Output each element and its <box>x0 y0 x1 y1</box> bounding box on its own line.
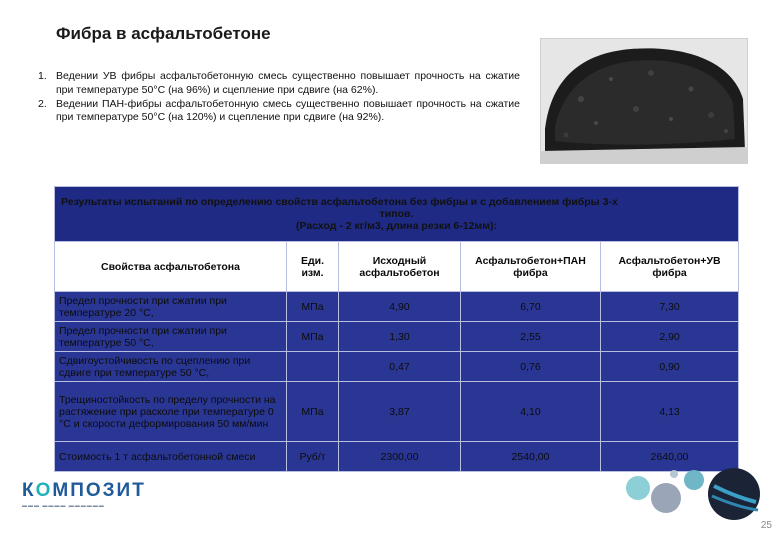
property-cell: Трещиностойкость по пределу прочности на растяжение при расколе при температуре 0 °С и скорости деформирования 50 мм/мин <box>55 382 287 442</box>
unit-cell: МПа <box>287 292 339 322</box>
property-cell: Предел прочности при сжатии при температуре 50 °С, <box>55 322 287 352</box>
base-value-cell: 1,30 <box>339 322 461 352</box>
base-value-cell: 0,47 <box>339 352 461 382</box>
property-cell: Стоимость 1 т асфальтобетонной смеси <box>55 442 287 472</box>
logo-tagline-decoration: ▬▬▬ ▬▬▬▬ ▬▬▬▬▬▬ <box>22 503 105 509</box>
table-row <box>55 292 739 322</box>
base-value-cell: 2300,00 <box>339 442 461 472</box>
list-item <box>38 98 520 126</box>
column-header: Свойства асфальтобетона <box>55 242 287 292</box>
list-text: Ведении УВ фибры асфальтобетонную смесь существенно повышает прочность на сжатие при температуре 50°С (на 96%) и сцепление при сдвиге (на 62%). <box>56 70 520 96</box>
caption-line: Результаты испытаний по определению свойств асфальтобетона без фибры и с добавлением фибры 3-х <box>61 196 618 208</box>
unit-cell: МПа <box>287 322 339 352</box>
pan-value-cell: 2540,00 <box>461 442 601 472</box>
findings-list <box>38 70 520 125</box>
base-value-cell: 3,87 <box>339 382 461 442</box>
base-value-cell: 4,90 <box>339 292 461 322</box>
caption-line: типов. <box>379 208 414 220</box>
results-table <box>54 186 738 466</box>
list-number: 2. <box>38 97 47 110</box>
unit-cell <box>287 352 339 382</box>
table-row <box>55 442 739 472</box>
table-row <box>55 352 739 382</box>
unit-cell: МПа <box>287 382 339 442</box>
property-cell: Сдвигоустойчивость по сцеплению при сдвиге при температуре 50 °С, <box>55 352 287 382</box>
list-item <box>38 70 520 98</box>
logo-letters: МПОЗИТ <box>52 480 146 501</box>
fiber-asphalt-photo <box>540 38 748 164</box>
pan-value-cell: 6,70 <box>461 292 601 322</box>
slide-title: Фибра в асфальтобетоне <box>56 24 271 43</box>
uv-value-cell: 2640,00 <box>601 442 739 472</box>
property-cell: Предел прочности при сжатии при температуре 20 °С, <box>55 292 287 322</box>
pan-value-cell: 0,76 <box>461 352 601 382</box>
list-text: Ведении ПАН-фибры асфальтобетонную смесь существенно повышает прочность на сжатие при температуре 50°С (на 120%) и сцепление при сдвиге (на 92%). <box>56 97 520 124</box>
company-logo <box>22 480 146 509</box>
logo-letter-accent: О <box>35 480 53 501</box>
uv-value-cell: 0,90 <box>601 352 739 382</box>
pan-value-cell: 2,55 <box>461 322 601 352</box>
logo-letter: К <box>22 480 36 501</box>
page-number: 25 <box>760 520 772 531</box>
column-header: Исходный асфальтобетон <box>339 242 461 292</box>
caption-line: (Расход - 2 кг/м3, длина резки 6-12мм): <box>296 220 498 232</box>
column-header: Еди. изм. <box>287 242 339 292</box>
list-number: 1. <box>38 70 47 82</box>
unit-cell: Руб/т <box>287 442 339 472</box>
uv-value-cell: 2,90 <box>601 322 739 352</box>
table-row <box>55 382 739 442</box>
pan-value-cell: 4,10 <box>461 382 601 442</box>
asphalt-pile-image <box>541 39 747 163</box>
table-row <box>55 322 739 352</box>
table-caption <box>55 187 739 242</box>
column-header: Асфальтобетон+ПАН фибра <box>461 242 601 292</box>
column-header: Асфальтобетон+УВ фибра <box>601 242 739 292</box>
decorative-circles-graphic <box>622 468 772 524</box>
uv-value-cell: 4,13 <box>601 382 739 442</box>
uv-value-cell: 7,30 <box>601 292 739 322</box>
logo-wordmark <box>22 480 146 502</box>
